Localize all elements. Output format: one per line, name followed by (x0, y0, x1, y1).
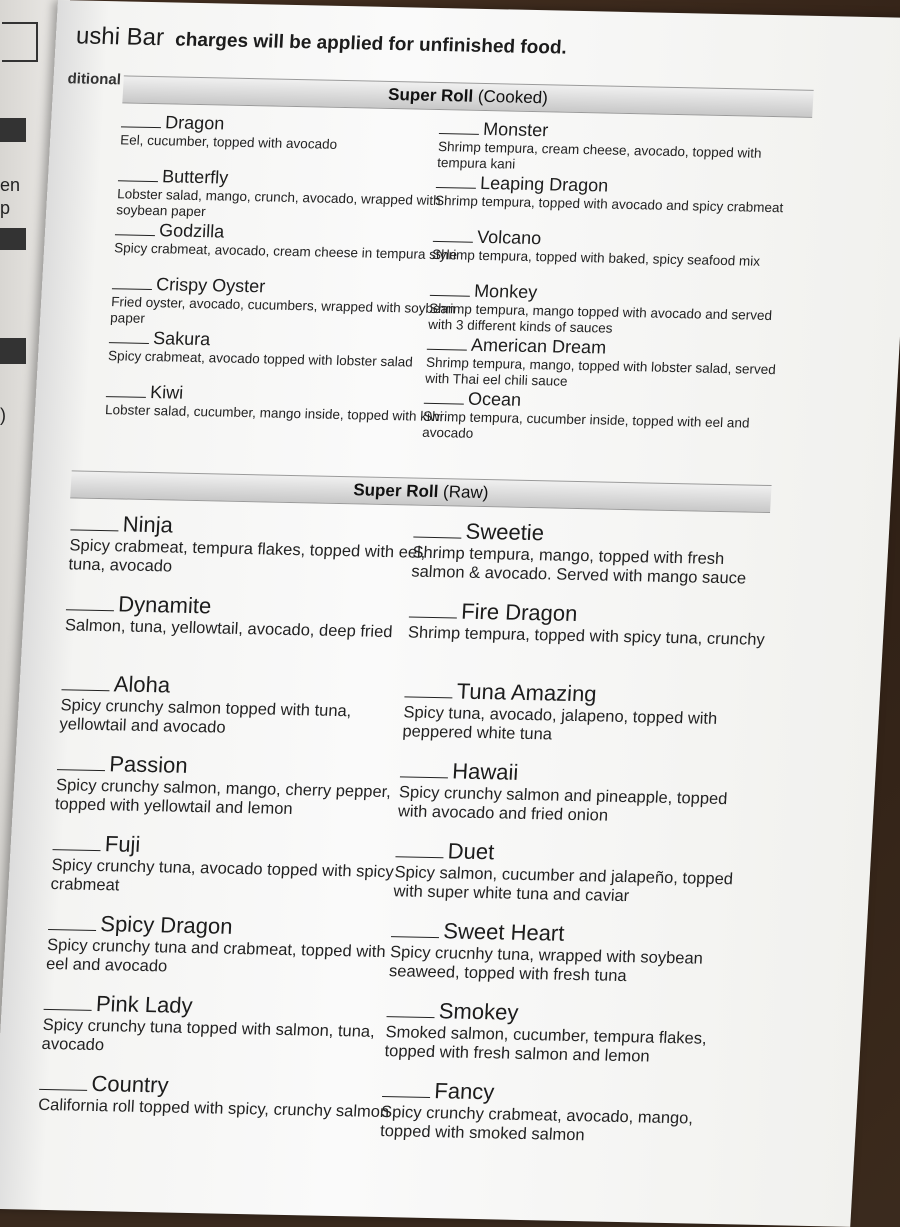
quantity-blank[interactable] (413, 537, 461, 539)
menu-item-description: Spicy crunchy tuna, avocado topped with spicy crabmeat (50, 856, 395, 895)
quantity-blank[interactable] (109, 342, 149, 344)
quantity-blank[interactable] (430, 295, 470, 297)
menu-item (116, 165, 479, 225)
menu-item-description: Eel, cucumber, topped with avocado (119, 132, 338, 152)
menu-item-description: California roll topped with spicy, crunchy salmon (37, 1095, 390, 1122)
menu-item-name: American Dream (470, 334, 607, 358)
menu-item-description: Shrimp tempura, topped with avocado and spicy crabmeat (434, 192, 784, 216)
menu-item (411, 518, 774, 589)
menu-item-description: Shrimp tempura, mango, topped with fresh salmon & avocado. Served with mango sauce (410, 543, 747, 588)
quantity-blank[interactable] (112, 288, 152, 290)
quantity-blank[interactable] (70, 529, 118, 531)
left-page-block (0, 338, 26, 364)
menu-item-description: Spicy crunchy salmon topped with tuna, yellowtail and avocado (59, 696, 352, 737)
unfinished-food-notice: charges will be applied for unfinished food. (174, 29, 568, 59)
quantity-blank[interactable] (121, 126, 161, 128)
menu-item (65, 590, 427, 642)
menu-item-description: Salmon, tuna, yellowtail, avocado, deep fried (64, 616, 393, 642)
left-page-fragment: en (0, 175, 21, 195)
menu-item-name: Volcano (476, 226, 542, 249)
restaurant-name: ushi Bar (75, 22, 165, 52)
menu-item-description: Shrimp tempura, topped with baked, spicy seafood mix (431, 246, 761, 269)
quantity-blank[interactable] (44, 1009, 92, 1011)
menu-item (435, 172, 797, 216)
quantity-blank[interactable] (48, 929, 96, 931)
menu-item-description: Spicy crunchy salmon and pineapple, topped with avocado and fried onion (397, 783, 728, 825)
quantity-blank[interactable] (66, 609, 114, 611)
menu-item-description: Lobster salad, mango, crunch, avocado, wrapped with soybean paper (115, 186, 442, 219)
menu-item (68, 510, 431, 581)
menu-item-name: Crispy Oyster (155, 274, 266, 297)
menu-item-description: Shrimp tempura, cucumber inside, topped with eel and avocado (421, 408, 750, 441)
menu-item-name: Dragon (164, 112, 225, 134)
menu-item-name: Fuji (104, 831, 142, 857)
menu-item (425, 334, 788, 394)
menu-item (59, 670, 422, 741)
menu-item-name: Butterfly (161, 166, 229, 188)
menu-item-name: Fancy (433, 1078, 496, 1105)
left-page-box (2, 22, 38, 62)
menu-item (38, 1070, 400, 1122)
quantity-blank[interactable] (436, 187, 476, 189)
menu-item-name: Dynamite (117, 591, 212, 619)
menu-item-description: Spicy crucnhy tuna, wrapped with soybean seaweed, topped with fresh tuna (388, 943, 704, 986)
menu-item (114, 219, 476, 263)
menu-item (105, 381, 467, 425)
menu-item-description: Shrimp tempura, mango, topped with lobster salad, served with Thai eel chili sauce (424, 354, 777, 389)
quantity-blank[interactable] (61, 689, 109, 691)
menu-item (41, 990, 404, 1061)
menu-item-name: Monkey (473, 280, 538, 303)
left-page-fragment: ) (0, 405, 6, 425)
menu-item-name: Hawaii (451, 758, 520, 785)
menu-item-name: Smokey (438, 998, 520, 1025)
quantity-blank[interactable] (106, 396, 146, 398)
menu-item (50, 830, 413, 901)
section-title: Super Roll (387, 84, 474, 106)
menu-item-description: Smoked salmon, cucumber, tempura flakes, topped with fresh salmon and lemon (384, 1023, 708, 1066)
menu-item-name: Leaping Dragon (479, 172, 609, 196)
menu-item-name: Passion (108, 751, 189, 778)
menu-item-name: Tuna Amazing (456, 678, 598, 707)
menu-item-description: Spicy tuna, avocado, jalapeno, topped with peppered white tuna (401, 703, 718, 744)
menu-item (407, 598, 769, 650)
menu-item-name: Spicy Dragon (99, 911, 234, 939)
menu-item-description: Shrimp tempura, mango topped with avocado and served with 3 different kinds of sauces (427, 300, 773, 336)
menu-item-description: Spicy crunchy tuna topped with salmon, tuna, avocado (41, 1015, 376, 1055)
quantity-blank[interactable] (53, 849, 101, 851)
quantity-blank[interactable] (118, 180, 158, 182)
menu-item (108, 327, 470, 371)
section-subtitle: (Raw) (442, 482, 489, 503)
quantity-blank[interactable] (382, 1096, 430, 1098)
menu-item (46, 910, 409, 981)
quantity-blank[interactable] (395, 856, 443, 858)
menu-item-description: Spicy crunchy tuna and crabmeat, topped with eel and avocado (45, 935, 387, 976)
menu-item-name: Aloha (113, 671, 171, 698)
menu-item (402, 677, 765, 748)
quantity-blank[interactable] (115, 234, 155, 236)
menu-item (428, 280, 791, 340)
quantity-blank[interactable] (57, 769, 105, 771)
section-subtitle: (Cooked) (477, 86, 549, 108)
quantity-blank[interactable] (39, 1089, 87, 1091)
menu-item-name: Ocean (467, 388, 522, 410)
menu-item (380, 1077, 743, 1148)
section-header-raw (70, 470, 771, 513)
left-page-block (0, 118, 26, 142)
section-header-cooked (122, 75, 813, 117)
menu-item (384, 997, 747, 1068)
quantity-blank[interactable] (424, 403, 464, 405)
quantity-blank[interactable] (439, 133, 479, 135)
quantity-blank[interactable] (391, 936, 439, 938)
menu-item (55, 750, 418, 821)
menu-item-name: Country (90, 1070, 170, 1098)
menu-item-description: Spicy crabmeat, avocado, cream cheese in tempura style (113, 240, 458, 263)
menu-item (422, 388, 785, 448)
menu-item (110, 273, 473, 333)
menu-item-description: Shrimp tempura, cream cheese, avocado, topped with tempura kani (436, 139, 762, 172)
quantity-blank[interactable] (387, 1016, 435, 1018)
quantity-blank[interactable] (404, 696, 452, 698)
menu-item (397, 757, 760, 828)
left-page-block (0, 228, 26, 250)
menu-item (393, 837, 756, 908)
menu-item-description: Fried oyster, avocado, cucumbers, wrapped with soybean paper (109, 294, 456, 326)
menu-item-name: Duet (447, 838, 496, 865)
left-page-fragment: p (0, 198, 11, 218)
menu-item-name: Ninja (122, 511, 174, 538)
menu-item (120, 111, 482, 155)
menu-item-description: Spicy crunchy salmon, mango, cherry pepper, topped with yellowtail and lemon (54, 776, 392, 819)
menu-item-name: Kiwi (149, 382, 184, 403)
menu-item-name: Sweet Heart (442, 918, 566, 946)
menu-item-name: Sweetie (465, 518, 545, 546)
quantity-blank[interactable] (433, 241, 473, 243)
menu-item-description: Spicy salmon, cucumber and jalapeño, topped with super white tuna and caviar (393, 863, 734, 906)
menu-item (437, 118, 800, 178)
menu-item-name: Monster (482, 118, 549, 141)
quantity-blank[interactable] (409, 616, 457, 618)
menu-item-description: Spicy crunchy crabmeat, avocado, mango, topped with smoked salmon (379, 1103, 694, 1145)
menu-item-name: Godzilla (158, 220, 225, 242)
menu-header (75, 22, 567, 60)
menu-item-description: Lobster salad, cucumber, mango inside, topped with kiwi (104, 402, 444, 425)
menu-item (389, 917, 752, 988)
section-title: Super Roll (352, 480, 439, 502)
menu-item (432, 226, 794, 270)
menu-item-description: Spicy crabmeat, avocado topped with lobster salad (107, 348, 414, 370)
menu-item-name: Pink Lady (95, 991, 194, 1019)
menu-item-name: Sakura (152, 328, 211, 350)
quantity-blank[interactable] (427, 349, 467, 351)
menu-item-description: Spicy crabmeat, tempura flakes, topped with eel, tuna, avocado (67, 536, 426, 576)
notice-prefix: ditional (67, 70, 122, 89)
quantity-blank[interactable] (400, 776, 448, 778)
menu-item-name: Fire Dragon (460, 598, 579, 626)
menu-item-description: Shrimp tempura, topped with spicy tuna, crunchy (407, 623, 766, 649)
